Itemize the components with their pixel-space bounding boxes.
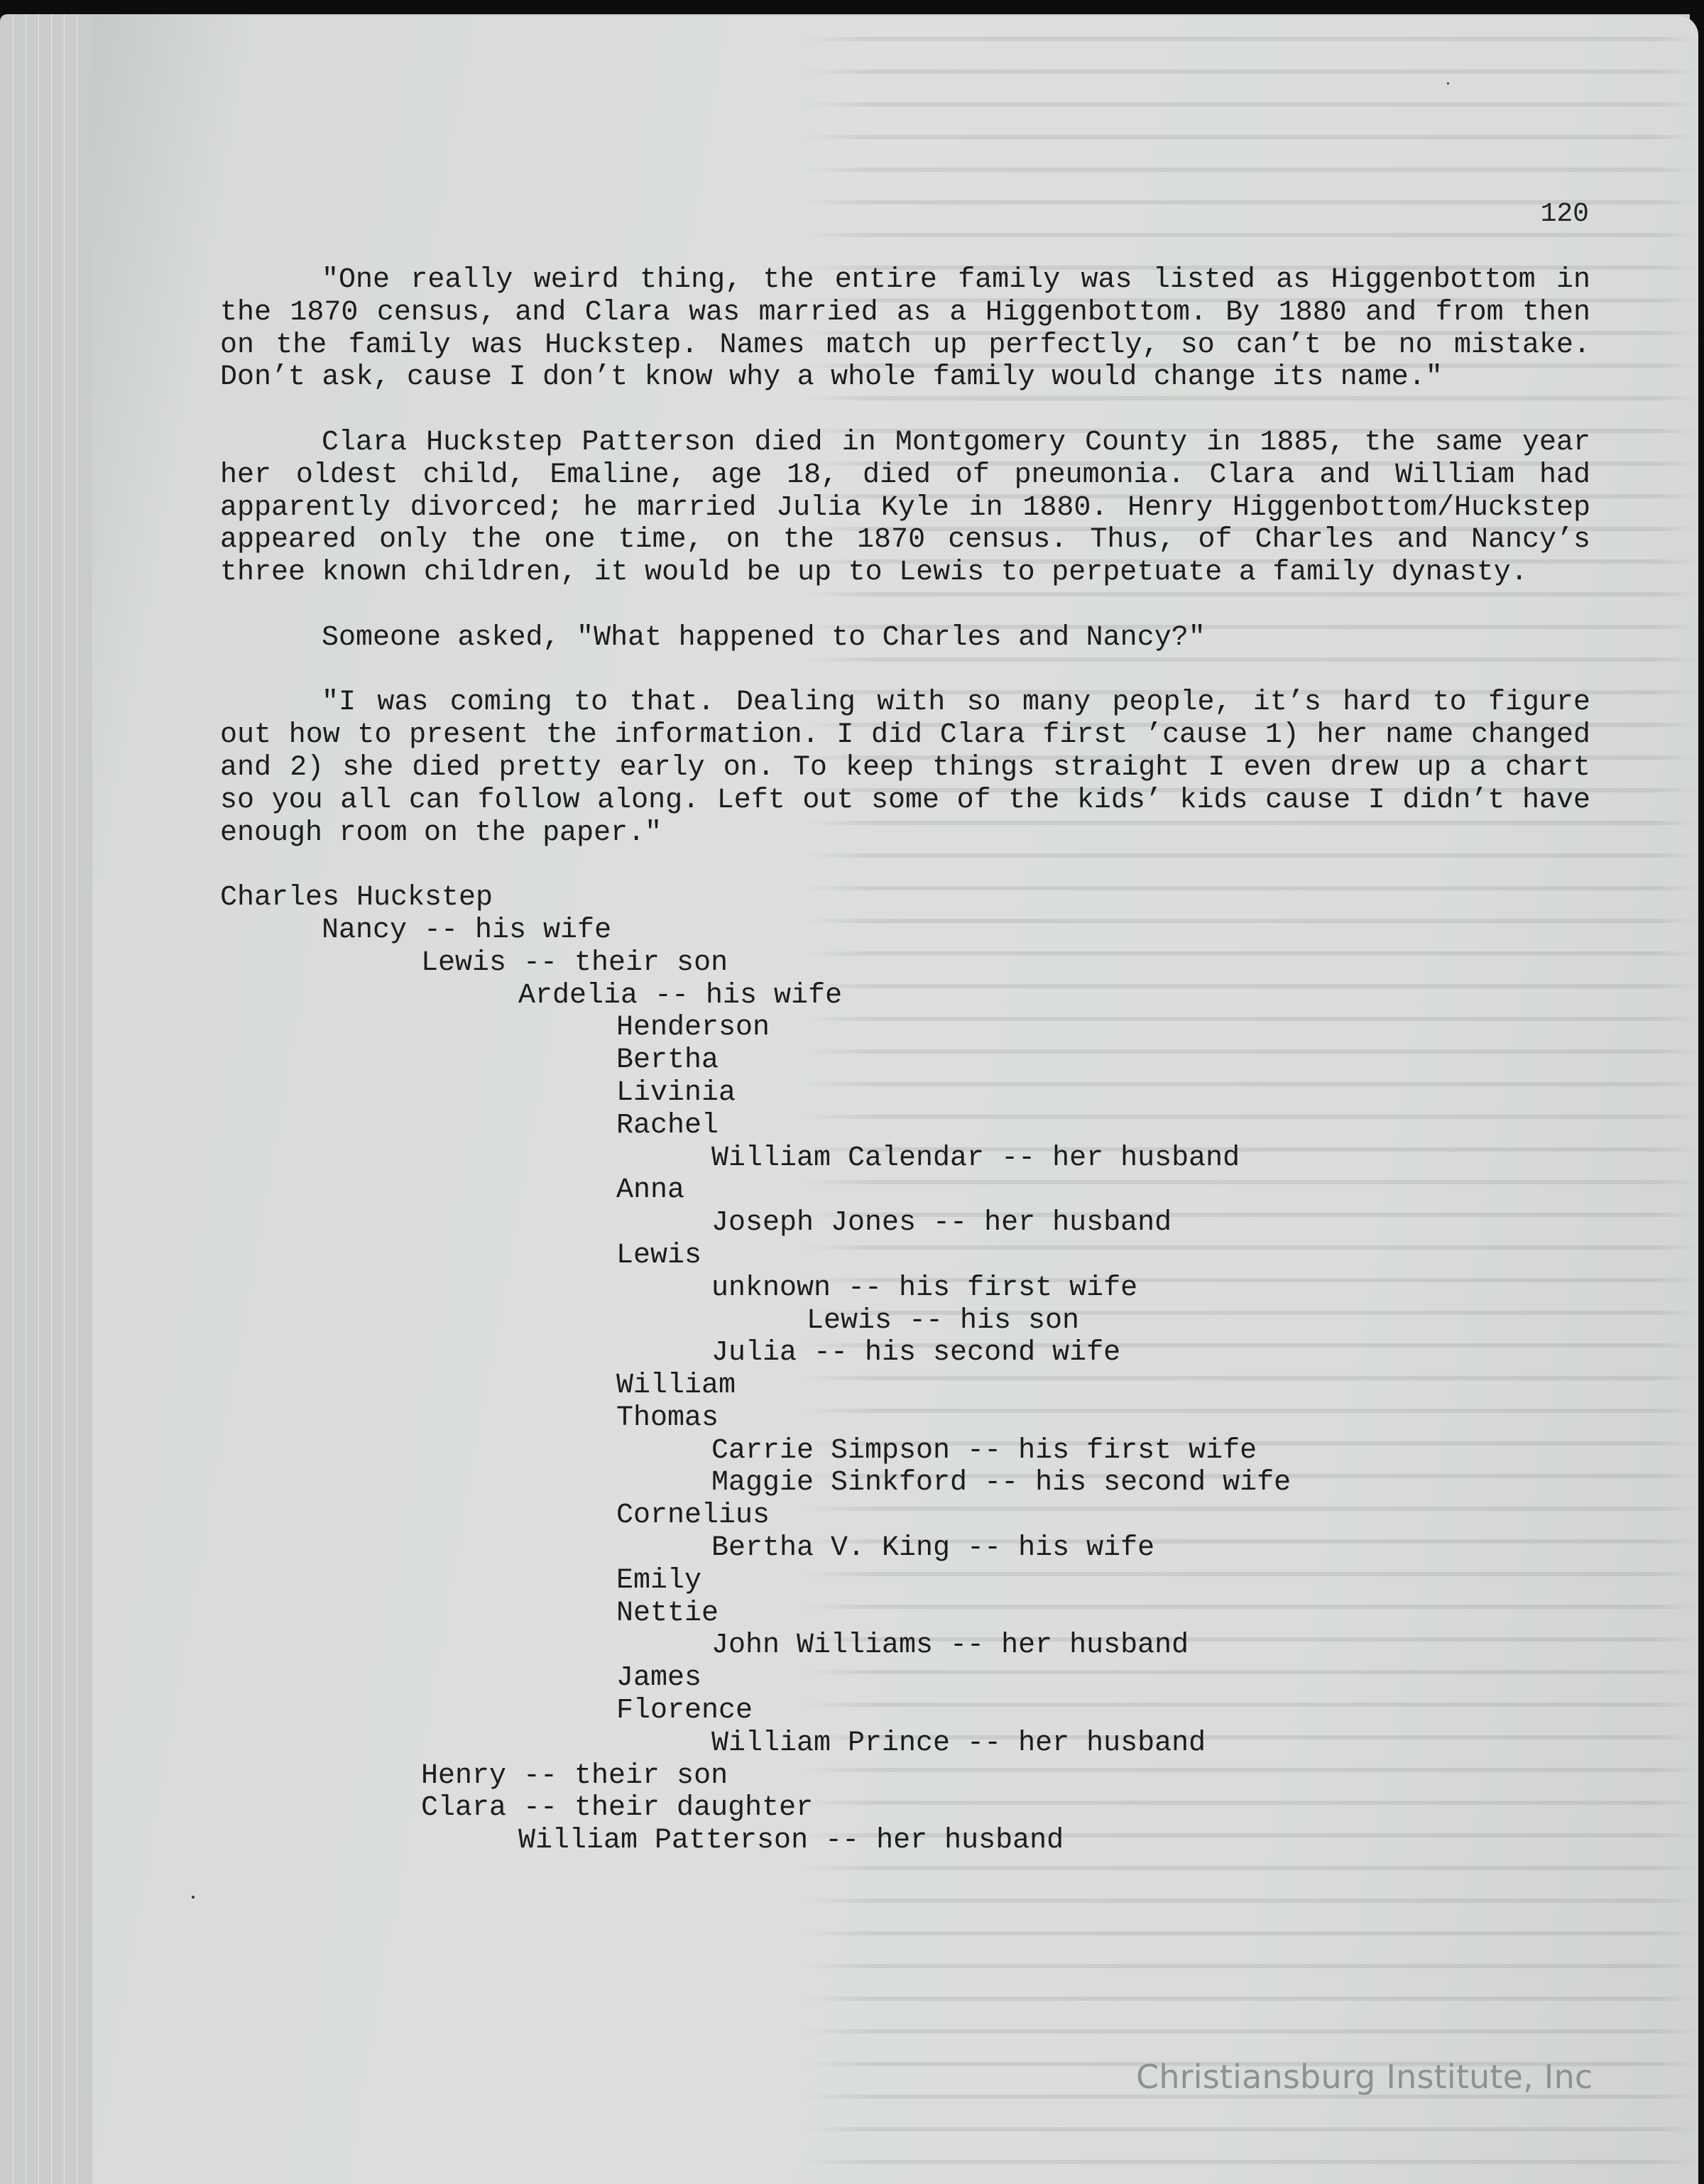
tree-line: Florence [616,1695,753,1727]
tree-line: Lewis -- their son [421,946,728,979]
tree-line: Henderson [616,1012,770,1044]
tree-line: Joseph Jones -- her husband [711,1207,1172,1240]
paragraph-question: Someone asked, "What happened to Charles and Nancy?" [322,621,1206,654]
tree-line: Cornelius [616,1500,770,1532]
tree-line: William Patterson -- her husband [518,1825,1064,1857]
paragraph-clara-death: Clara Huckstep Patterson died in Montgomery County in 1885, the same year her oldest child, Emaline, age 18, died of pneumonia. Clara and William had apparently divorced; he married Julia Kyle in 1880. Henry Higgenbottom/Huckstep appeared only the one time, on the 1870 census. Thus, of Charles and Nancy’s three known children, it would be up to Lewis to perpetuate a family dynasty. [220,426,1590,589]
tree-line: Henry -- their son [421,1759,728,1792]
tree-line: Julia -- his second wife [711,1337,1121,1370]
tree-line: William [616,1370,736,1402]
family-tree-chart [220,882,1590,1857]
tree-line: William Calendar -- her husband [711,1142,1240,1174]
tree-line: Carrie Simpson -- his first wife [711,1434,1257,1467]
tree-line: Clara -- their daughter [421,1792,814,1825]
page-body [220,264,1590,1857]
tree-line: Charles Huckstep [220,882,493,914]
tree-line: Ardelia -- his wife [518,979,843,1012]
page-number: 120 [1540,199,1589,229]
tree-line: Rachel [616,1109,719,1142]
tree-line: Nancy -- his wife [322,914,612,946]
tree-line: Nettie [616,1597,719,1629]
tree-line: Lewis -- his son [807,1304,1080,1337]
speck [1447,82,1449,84]
tree-line: Thomas [616,1402,719,1434]
watermark: Christiansburg Institute, Inc [1136,2058,1593,2096]
tree-line: Livinia [616,1076,736,1109]
tree-line: Bertha [616,1044,719,1077]
tree-line: Emily [616,1564,702,1597]
tree-line: Lewis [616,1239,702,1272]
tree-line: Maggie Sinkford -- his second wife [711,1467,1291,1500]
tree-line: Bertha V. King -- his wife [711,1532,1155,1565]
speck [192,1896,195,1899]
tree-line: John Williams -- her husband [711,1629,1189,1662]
paragraph-census-quote: "One really weird thing, the entire family was listed as Higgenbottom in the 1870 census, and Clara was married as a Higgenbottom. By 1880 and from then on the family was Huckstep. Names match up perfectly, so can’t be no mistake. Don’t ask, cause I don’t know why a whole family would change its name." [220,264,1590,394]
tree-line: William Prince -- her husband [711,1727,1206,1759]
tree-line: Anna [616,1174,685,1207]
tree-line: unknown -- his first wife [711,1272,1138,1304]
paragraph-chart-intro: "I was coming to that. Dealing with so many people, it’s hard to figure out how to present the information. I did Clara first ’cause 1) her name changed and 2) she died pretty early on. To keep things straight I even drew up a chart so you all can follow along. Left out some of the kids’ kids cause I didn’t have enough room on the paper." [220,687,1590,849]
tree-line: James [616,1662,702,1695]
